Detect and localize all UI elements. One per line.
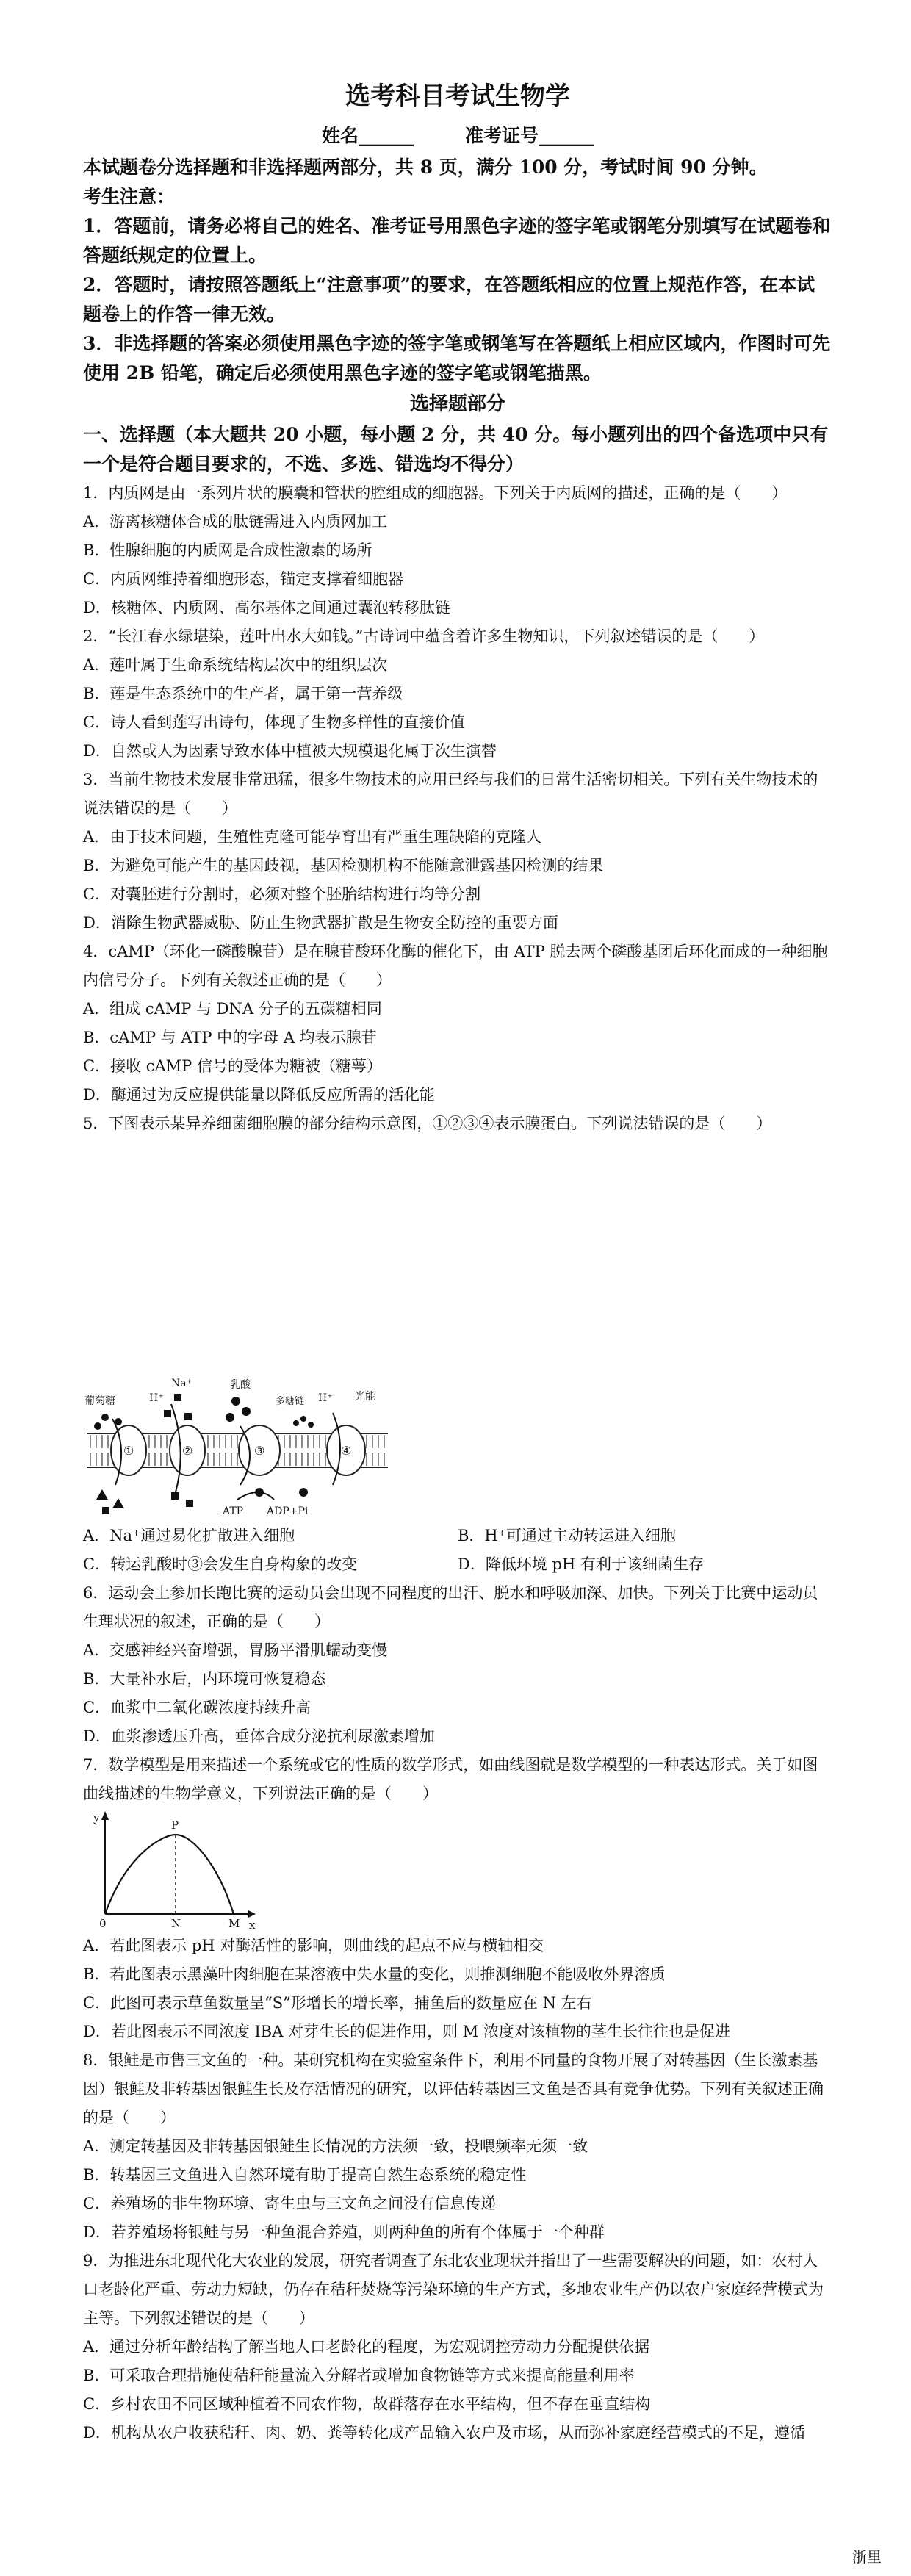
name-line — [83, 119, 832, 153]
option-c: C．接收 cAMP 信号的受体为糖被（糖萼） — [83, 1057, 382, 1075]
option-a: A．组成 cAMP 与 DNA 分子的五碳糖相同 — [83, 1000, 382, 1018]
option-c: C．乡村农田不同区域种植着不同农作物，故群落存在水平结构，但不存在垂直结构 — [83, 2395, 651, 2413]
membrane-diagram — [83, 1375, 392, 1522]
curve-graph — [83, 1808, 259, 1932]
lactic-label: 乳酸 — [230, 1379, 251, 1391]
y-axis-label: y — [93, 1811, 100, 1824]
option-d: D．若此图表示不同浓度 IBA 对芽生长的促进作用，则 M 浓度对该植物的茎生长往往也是促进 — [83, 2023, 730, 2040]
page-title: 选考科目考试生物学 — [345, 82, 570, 111]
option-b: B．大量补水后，内环境可恢复稳态 — [83, 1670, 326, 1688]
option-d: D．核糖体、内质网、高尔基体之间通过囊泡转移肽链 — [83, 599, 450, 616]
protein-2-label: ② — [182, 1444, 193, 1458]
name-field: 姓名______ — [321, 125, 414, 146]
option-c: C．诗人看到莲写出诗句，体现了生物多样性的直接价值 — [83, 713, 466, 731]
note-1: 1．答题前，请务必将自己的姓名、准考证号用黑色字迹的签字笔或钢笔分别填写在试题卷和答题纸规定的位置上。 — [83, 215, 831, 266]
option-b: B．H⁺可通过主动转运进入细胞 — [458, 1527, 676, 1544]
note-3: 3．非选择题的答案必须使用黑色字迹的签字笔或钢笔写在答题纸上相应区域内，作图时可先使用 2B 铅笔，确定后必须使用黑色字迹的签字笔或钢笔描黑。 — [83, 333, 831, 384]
option-b: B．莲是生态系统中的生产者，属于第一营养级 — [83, 685, 403, 702]
option-c: C．血浆中二氧化碳浓度持续升高 — [83, 1699, 312, 1716]
option-c: C．内质网维持着细胞形态，锚定支撑着细胞器 — [83, 570, 404, 588]
question-2 — [83, 622, 832, 766]
membrane-figure — [83, 1375, 832, 1522]
h-label: H⁺ — [149, 1392, 164, 1404]
protein-1-label: ① — [123, 1444, 134, 1458]
option-a: A．通过分析年龄结构了解当地人口老龄化的程度，为宏观调控劳动力分配提供依据 — [83, 2338, 650, 2356]
question-stem: 8．银鲑是市售三文鱼的一种。某研究机构在实验室条件下，利用不同量的食物开展了对转基因（生长激素基因）银鲑及非转基因银鲑生长及存活情况的研究，以评估转基因三文鱼是否具有竞争优势。下列有关叙述正确的是（ ） — [83, 2051, 824, 2126]
option-d: D．降低环境 pH 有利于该细菌生存 — [458, 1555, 704, 1573]
question-3 — [83, 766, 832, 938]
option-d: D．酶通过为反应提供能量以降低反应所需的活化能 — [83, 1086, 435, 1104]
options-row-1 — [83, 1522, 832, 1550]
option-b: B．转基因三文鱼进入自然环境有助于提高自然生态系统的稳定性 — [83, 2166, 527, 2184]
question-6 — [83, 1579, 832, 1751]
origin-label: 0 — [99, 1917, 107, 1930]
note-heading: 考生注意： — [83, 186, 176, 207]
question-stem: 6．运动会上参加长跑比赛的运动员会出现不同程度的出汗、脱水和呼吸加深、加快。下列关于比赛中运动员生理状况的叙述，正确的是（ ） — [83, 1584, 818, 1630]
option-c: C．转运乳酸时③会发生自身构象的改变 — [83, 1555, 358, 1573]
option-b: B．若此图表示黑藻叶肉细胞在某溶液中失水量的变化，则推测细胞不能吸收外界溶质 — [83, 1965, 666, 1983]
option-c: C．此图可表示草鱼数量呈“S”形增长的增长率，捕鱼后的数量应在 N 左右 — [83, 1994, 592, 2012]
note-intro: 本试题卷分选择题和非选择题两部分，共 8 页，满分 100 分，考试时间 90 分钟。 — [83, 156, 768, 178]
question-stem: 9．为推进东北现代化大农业的发展，研究者调查了东北农业现状并指出了一些需要解决的问题，如：农村人口老龄化严重、劳动力短缺，仍存在秸秆焚烧等污染环境的生产方式，多地农业生产仍以农户家庭经营模式为主等。下列叙述错误的是（ ） — [83, 2252, 824, 2327]
option-b: B．为避免可能产生的基因歧视，基因检测机构不能随意泄露基因检测的结果 — [83, 857, 604, 874]
option-b: B．可采取合理措施使秸秆能量流入分解者或增加食物链等方式来提高能量利用率 — [83, 2367, 635, 2384]
option-d: D．机构从农户收获秸秆、肉、奶、粪等转化成产品输入农户及市场，从而弥补家庭经营模式的不足，遵循 — [83, 2424, 805, 2442]
option-a: A．莲叶属于生命系统结构层次中的组织层次 — [83, 656, 388, 674]
option-a: A．游离核糖体合成的肽链需进入内质网加工 — [83, 513, 388, 530]
question-1 — [83, 479, 832, 622]
option-a: A．若此图表示 pH 对酶活性的影响，则曲线的起点不应与横轴相交 — [83, 1937, 544, 1954]
atp-label: ATP — [223, 1505, 244, 1517]
question-5 — [83, 1109, 832, 1579]
page-footer: 浙里 — [852, 2548, 882, 2566]
option-d: D．自然或人为因素导致水体中植被大规模退化属于次生演替 — [83, 742, 497, 760]
x-axis-label: x — [249, 1918, 256, 1932]
question-stem: 7．数学模型是用来描述一个系统或它的性质的数学形式，如曲线图就是数学模型的一种表达形式。关于如图曲线描述的生物学意义，下列说法正确的是（ ） — [83, 1756, 818, 1802]
option-d: D．血浆渗透压升高，垂体合成分泌抗利尿激素增加 — [83, 1727, 435, 1745]
question-stem: 1．内质网是由一系列片状的膜囊和管状的腔组成的细胞器。下列关于内质网的描述，正确的是（ ） — [83, 484, 788, 502]
n-label: N — [171, 1917, 181, 1930]
options-row-2 — [83, 1550, 832, 1579]
adp-label: ADP+Pi — [267, 1505, 309, 1517]
section-title: 选择题部分 — [409, 393, 505, 415]
option-b: B．性腺细胞的内质网是合成性激素的场所 — [83, 542, 372, 559]
option-c: C．养殖场的非生物环境、寄生虫与三文鱼之间没有信息传递 — [83, 2195, 497, 2212]
question-stem: 5．下图表示某异养细菌细胞膜的部分结构示意图，①②③④表示膜蛋白。下列说法错误的是（ ） — [83, 1115, 772, 1132]
protein-3-label: ③ — [254, 1444, 265, 1458]
exam-content — [83, 32, 832, 2447]
question-stem: 3．当前生物技术发展非常迅猛，很多生物技术的应用已经与我们的日常生活密切相关。下列有关生物技术的说法错误的是（ ） — [83, 771, 818, 817]
option-d: D．若养殖场将银鲑与另一种鱼混合养殖，则两种鱼的所有个体属于一个种群 — [83, 2223, 605, 2241]
part-one-heading: 一、选择题（本大题共 20 小题，每小题 2 分，共 40 分。每小题列出的四个备选项中只有一个是符合题目要求的，不选、多选、错选均不得分） — [83, 424, 829, 475]
peak-label: P — [171, 1818, 179, 1832]
protein-4-label: ④ — [341, 1444, 352, 1458]
polysaccharide-label: 多糖链 — [276, 1396, 305, 1407]
light-label: 光能 — [355, 1391, 375, 1403]
question-stem: 2．“长江春水绿堪染，莲叶出水大如钱。”古诗词中蕴含着许多生物知识，下列叙述错误的是（ ） — [83, 627, 765, 645]
option-b: B．cAMP 与 ATP 中的字母 A 均表示腺苷 — [83, 1029, 377, 1046]
option-d: D．消除生物武器威胁、防止生物武器扩散是生物安全防控的重要方面 — [83, 914, 558, 932]
id-field: 准考证号______ — [465, 125, 594, 146]
question-4 — [83, 938, 832, 1109]
m-label: M — [228, 1917, 240, 1930]
question-stem: 4．cAMP（环化一磷酸腺苷）是在腺苷酸环化酶的催化下，由 ATP 脱去两个磷酸基团后环化而成的一种细胞内信号分子。下列有关叙述正确的是（ ） — [83, 943, 828, 989]
glucose-label: 葡萄糖 — [84, 1395, 115, 1407]
h-label-2: H⁺ — [318, 1392, 333, 1404]
blank-space — [83, 1138, 832, 1375]
question-7 — [83, 1751, 832, 2046]
option-a: A．测定转基因及非转基因银鲑生长情况的方法须一致，投喂频率无须一致 — [83, 2137, 588, 2155]
note-2: 2．答题时，请按照答题纸上“注意事项”的要求，在答题纸相应的位置上规范作答，在本试题卷上的作答一律无效。 — [83, 274, 815, 325]
option-a: A．交感神经兴奋增强，胃肠平滑肌蠕动变慢 — [83, 1641, 388, 1659]
question-8 — [83, 2046, 832, 2247]
option-a: A．由于技术问题，生殖性克隆可能孕育出有严重生理缺陷的克隆人 — [83, 828, 542, 846]
option-c: C．对囊胚进行分割时，必须对整个胚胎结构进行均等分割 — [83, 885, 481, 903]
na-label: Na⁺ — [171, 1378, 192, 1389]
option-a: A．Na⁺通过易化扩散进入细胞 — [83, 1527, 295, 1544]
question-9 — [83, 2247, 832, 2447]
curve-figure — [83, 1808, 832, 1932]
